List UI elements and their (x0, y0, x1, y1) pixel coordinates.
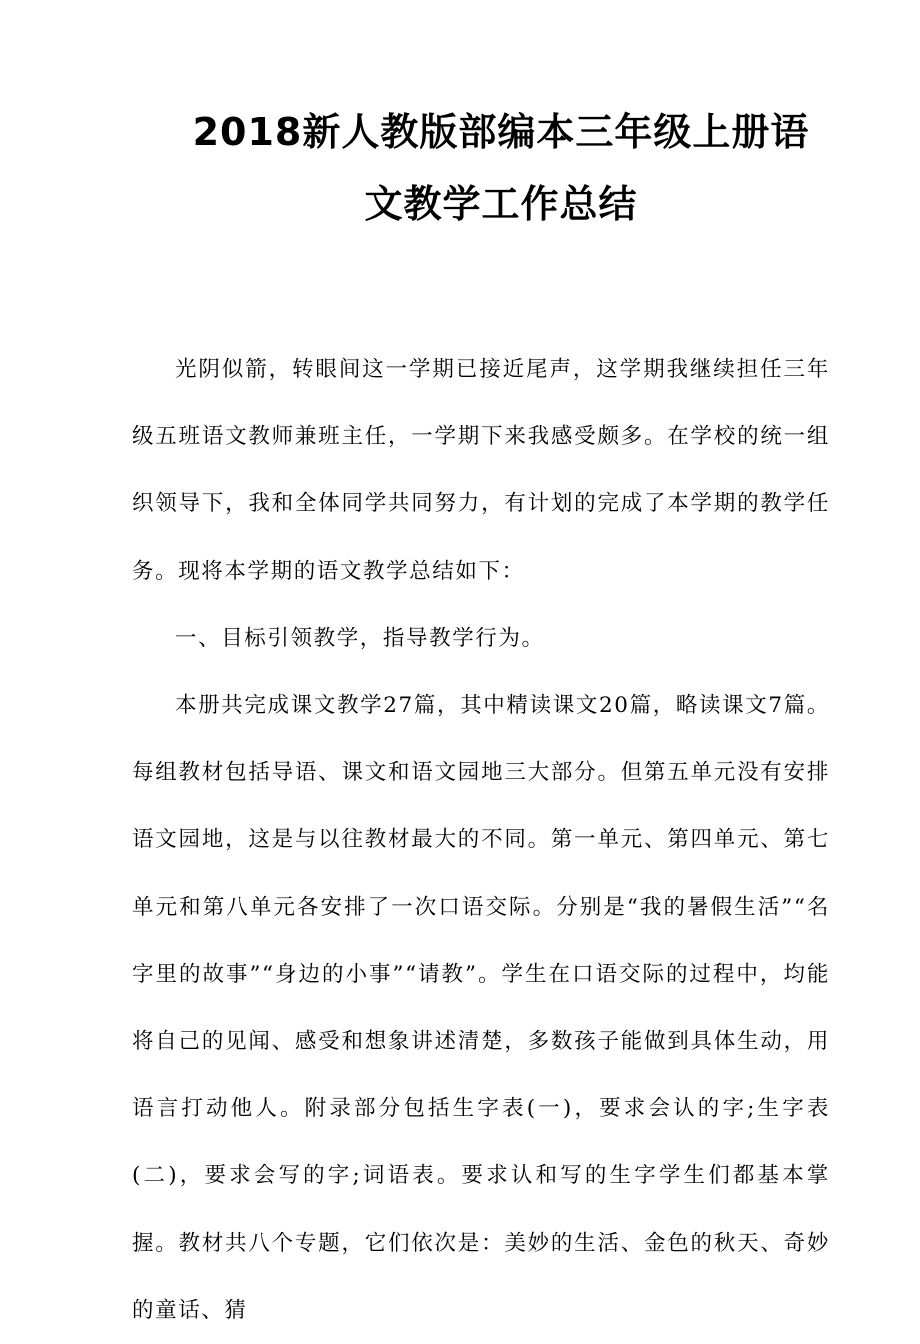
paragraph-intro: 光阴似箭，转眼间这一学期已接近尾声，这学期我继续担任三年级五班语文教师兼班主任，一学期下来我感受颇多。在学校的统一组织领导下，我和全体同学共同努力，有计划的完成了本学期的教学任务。现将本学期的语文教学总结如下： (132, 357, 830, 584)
title-line-2: 文教学工作总结 (364, 182, 638, 226)
paragraph-textbook-overview: 本册共完成课文教学27篇，其中精读课文20篇，略读课文7篇。每组教材包括导语、课文和语文园地三大部分。但第五单元没有安排语文园地，这是与以往教材最大的不同。第一单元、第四单元、第七单元和第八单元各安排了一次口语交际。分别是“我的暑假生活”“名字里的故事”“身边的小事”“请教”。学生在口语交际的过程中，均能将自己的见闻、感受和想象讲述清楚，多数孩子能做到具体生动，用语言打动他人。附录部分包括生字表(一)，要求会认的字;生字表(二)，要求会写的字;词语表。要求认和写的生字学生们都基本掌握。教材共八个专题，它们依次是：美妙的生活、金色的秋天、奇妙的童话、猜 (132, 693, 830, 1323)
document-body (132, 336, 830, 1344)
paragraph-section-heading: 一、目标引领教学，指导教学行为。 (175, 625, 545, 651)
document-title (132, 96, 870, 240)
title-line-1: 2018新人教版部编本三年级上册语 (192, 110, 810, 154)
